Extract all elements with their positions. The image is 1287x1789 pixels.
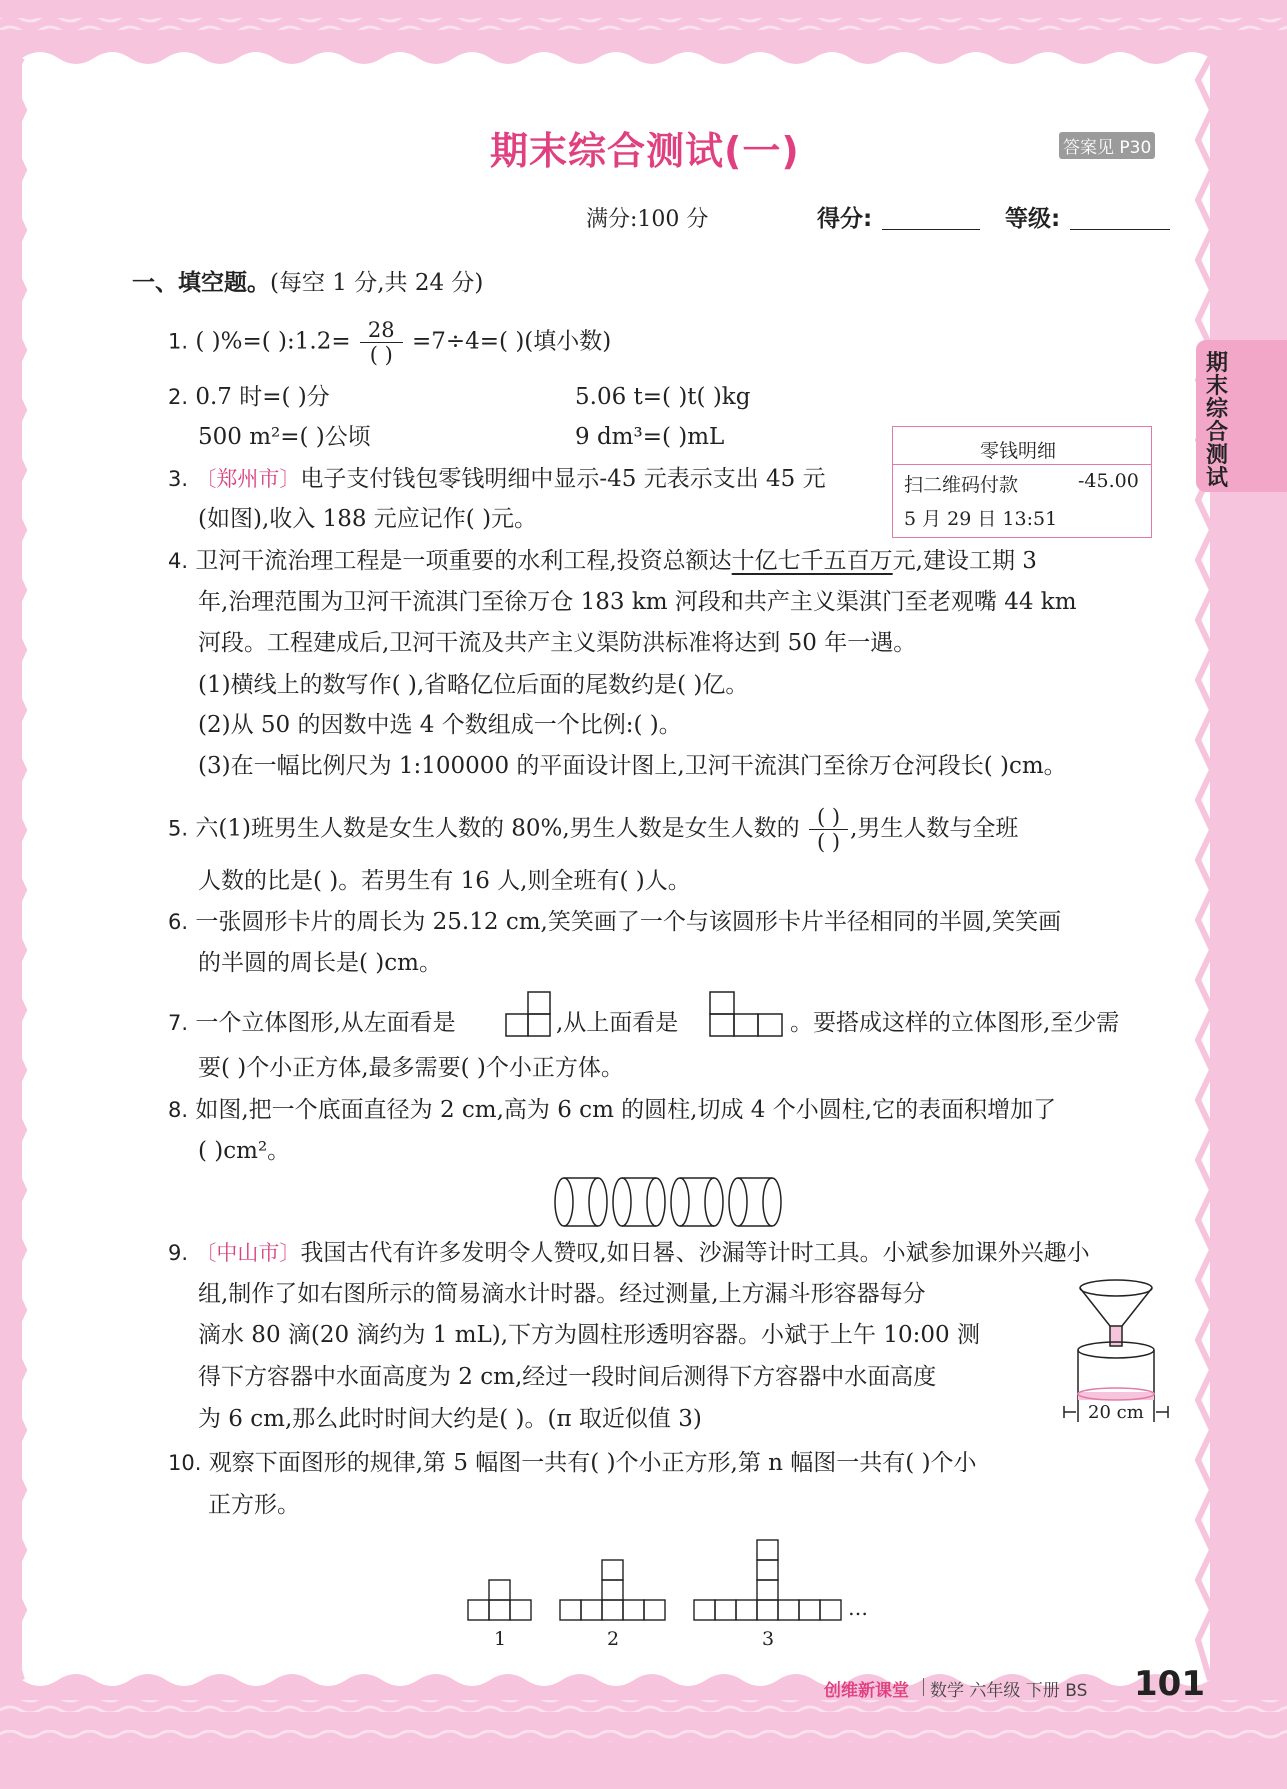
question-7-line1 <box>168 1008 456 1038</box>
question-3-line1 <box>168 464 826 494</box>
q9-city-tag: 〔中山市〕 <box>195 1241 301 1265</box>
q9-figure-label: 20 cm <box>1088 1402 1144 1423</box>
section-note: (每空 1 分,共 24 分) <box>270 270 484 296</box>
wallet-title: 零钱明细 <box>980 440 1057 462</box>
question-1 <box>168 318 611 367</box>
q6-line1-text: 一张圆形卡片的周长为 25.12 cm,笑笑画了一个与该圆形卡片半径相同的半圆,笑笑画 <box>195 909 1062 935</box>
q10-line2: 正方形。 <box>208 1492 300 1518</box>
q3-line1-text: 电子支付钱包零钱明细中显示-45 元表示支出 45 元 <box>300 466 826 492</box>
answer-ref-badge: 答案见 P30 <box>1059 132 1155 159</box>
q4-line1b: 元,建设工期 3 <box>892 548 1037 574</box>
footer-divider <box>923 1678 924 1696</box>
q3-number: 3. <box>168 467 189 491</box>
q9-line1-text: 我国古代有许多发明令人赞叹,如日晷、沙漏等计时工具。小斌参加课外兴趣小 <box>300 1240 1090 1266</box>
q9-number: 9. <box>168 1241 189 1265</box>
question-9-line1 <box>168 1238 1090 1268</box>
q9-line5[interactable]: 为 6 cm,那么此时时间大约是( )。(π 取近似值 3) <box>198 1406 702 1432</box>
q4-underlined-number: 十亿七千五百万 <box>731 548 893 574</box>
q1-fraction <box>360 318 403 367</box>
q10-pattern-figure-1 <box>466 1576 534 1622</box>
side-tab-label: 期末综合测试 <box>1206 351 1229 491</box>
q8-line2[interactable]: ( )cm²。 <box>198 1138 291 1164</box>
q2-part-d[interactable]: 9 dm³=( )mL <box>575 424 725 450</box>
q2-part-c[interactable]: 500 m²=( )公顷 <box>198 424 371 450</box>
q5-number: 5. <box>168 816 189 841</box>
full-score: 满分:100 分 <box>586 207 709 232</box>
q4-line1a: 卫河干流治理工程是一项重要的水利工程,投资总额达 <box>195 548 732 574</box>
q5-denominator[interactable]: ( ) <box>817 830 841 854</box>
page-number: 101 <box>1134 1664 1205 1704</box>
q5-fraction[interactable] <box>809 805 848 854</box>
question-10-line1 <box>168 1448 977 1478</box>
q4-line3: 河段。工程建成后,卫河干流及共产主义渠防洪标准将达到 50 年一遇。 <box>198 630 917 656</box>
q7-part-c: 。要搭成这样的立体图形,至少需 <box>790 1010 1120 1036</box>
q1-denominator[interactable]: ( ) <box>369 343 393 367</box>
q10-pattern-figure-3 <box>692 1532 844 1622</box>
wallet-item: 扫二维码付款 <box>904 474 1019 496</box>
section-title <box>132 268 483 298</box>
wallet-time: 5 月 29 日 13:51 <box>904 508 1058 530</box>
q8-line1-text: 如图,把一个底面直径为 2 cm,高为 6 cm 的圆柱,切成 4 个小圆柱,它的表面积增加了 <box>195 1097 1057 1123</box>
q5-part-a: 六(1)班男生人数是女生人数的 80%,男生人数是女生人数的 <box>195 815 800 842</box>
q4-number: 4. <box>168 549 189 573</box>
q5-numerator[interactable]: ( ) <box>809 805 848 830</box>
question-6-line1 <box>168 907 1061 937</box>
q2-number: 2. <box>168 385 189 409</box>
grade-label: 等级: <box>1005 206 1061 232</box>
q8-number: 8. <box>168 1098 189 1122</box>
q10-line1-text[interactable]: 观察下面图形的规律,第 5 幅图一共有( )个小正方形,第 n 幅图一共有( )个小 <box>208 1450 977 1476</box>
q4-line2: 年,治理范围为卫河干流淇门至徐万仓 183 km 河段和共产主义渠淇门至老观嘴 44 km <box>198 589 1077 615</box>
q6-line2[interactable]: 的半圆的周长是( )cm。 <box>198 950 442 976</box>
question-2-row1 <box>168 382 330 412</box>
q1-part-a[interactable]: ( )%=( ):1.2= <box>195 328 351 355</box>
page-title: 期末综合测试(一) <box>490 129 800 173</box>
q9-line4: 得下方容器中水面高度为 2 cm,经过一段时间后测得下方容器中水面高度 <box>198 1364 937 1390</box>
q10-figure-label-1: 1 <box>494 1628 507 1650</box>
footer-info: 数学 六年级 下册 BS <box>930 1681 1088 1701</box>
q4-sub3[interactable]: (3)在一幅比例尺为 1:100000 的平面设计图上,卫河干流淇门至徐万仓河段长( )cm。 <box>198 753 1067 779</box>
q5-line2[interactable]: 人数的比是( )。若男生有 16 人,则全班有( )人。 <box>198 868 691 894</box>
score-label: 得分: <box>817 206 873 232</box>
question-5-line1 <box>168 805 1018 854</box>
footer-brand: 创维新课堂 <box>824 1681 909 1701</box>
q7-top-view-figure <box>708 990 788 1040</box>
q1-number: 1. <box>168 329 189 354</box>
q5-part-b: ,男生人数与全班 <box>850 815 1019 842</box>
q9-line2: 组,制作了如右图所示的简易滴水计时器。经过测量,上方漏斗形容器每分 <box>198 1281 926 1307</box>
q3-city-tag: 〔郑州市〕 <box>195 467 301 491</box>
q1-part-b[interactable]: =7÷4=( )(填小数) <box>411 328 612 355</box>
score-blank[interactable] <box>882 229 980 230</box>
q7-part-b: ,从上面看是 <box>556 1010 679 1036</box>
q8-cylinders-figure <box>552 1174 788 1230</box>
q4-sub1[interactable]: (1)横线上的数写作( ),省略亿位后面的尾数约是( )亿。 <box>198 672 749 698</box>
grade-blank[interactable] <box>1070 229 1170 230</box>
q7-line2[interactable]: 要( )个小正方体,最多需要( )个小正方体。 <box>198 1055 624 1081</box>
q2-part-b[interactable]: 5.06 t=( )t( )kg <box>575 384 751 410</box>
q6-number: 6. <box>168 910 189 934</box>
q3-line2[interactable]: (如图),收入 188 元应记作( )元。 <box>198 506 538 532</box>
q10-number: 10. <box>168 1451 202 1475</box>
q1-numerator: 28 <box>360 318 403 343</box>
question-8-line1 <box>168 1095 1056 1125</box>
q2-part-a[interactable]: 0.7 时=( )分 <box>195 384 330 410</box>
q9-line3: 滴水 80 滴(20 滴约为 1 mL),下方为圆柱形透明容器。小斌于上午 10:00 测 <box>198 1322 980 1348</box>
wallet-amount: -45.00 <box>1078 470 1139 492</box>
q10-figure-label-2: 2 <box>607 1628 620 1650</box>
q7-part-a: 一个立体图形,从左面看是 <box>195 1010 456 1036</box>
q10-pattern-figure-2 <box>558 1554 668 1622</box>
question-4-line1 <box>168 546 1037 576</box>
section-heading: 一、填空题。 <box>132 270 270 296</box>
q7-number: 7. <box>168 1011 189 1035</box>
wallet-divider <box>892 464 1152 465</box>
q10-ellipsis: … <box>848 1596 868 1620</box>
q4-sub2[interactable]: (2)从 50 的因数中选 4 个数组成一个比例:( )。 <box>198 712 682 738</box>
q7-left-view-figure <box>504 990 556 1040</box>
q10-figure-label-3: 3 <box>762 1628 775 1650</box>
